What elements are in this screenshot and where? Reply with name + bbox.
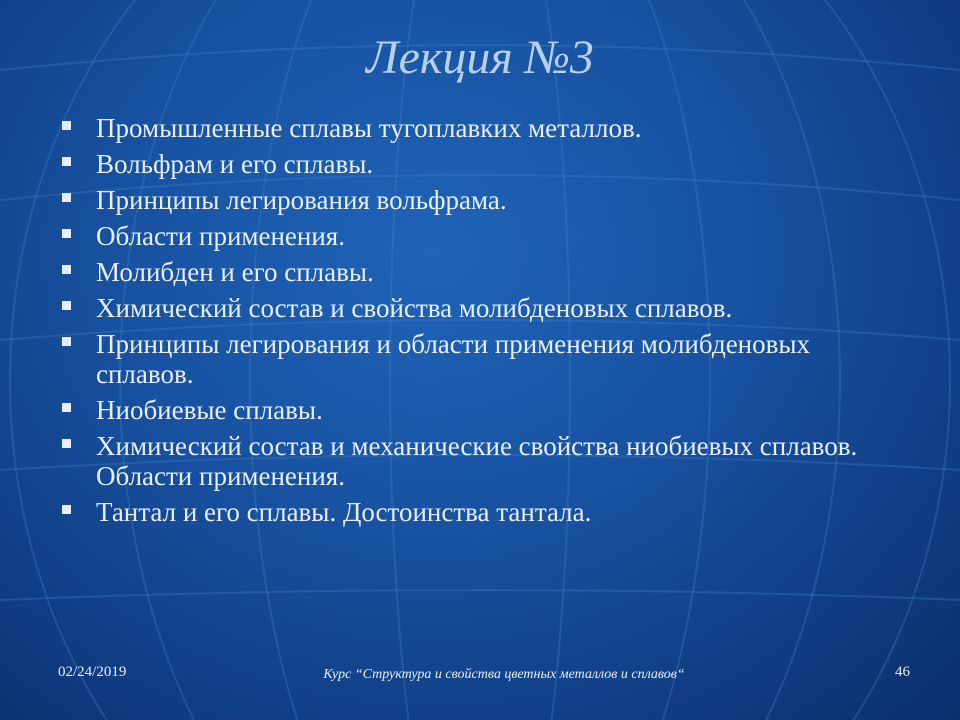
bullet-list [60, 113, 910, 533]
list-item-text: Тантал и его сплавы. Достоинства тантала. [96, 497, 592, 527]
slide-title: Лекция №3 [366, 31, 594, 84]
list-item [60, 185, 910, 215]
list-item [60, 257, 910, 287]
square-bullet-icon [62, 229, 71, 238]
square-bullet-icon [62, 121, 71, 130]
list-item [60, 293, 910, 323]
list-item-text: Ниобиевые сплавы. [96, 395, 323, 425]
list-item [60, 395, 910, 425]
list-item [60, 149, 910, 179]
list-item [60, 497, 910, 527]
list-item-text: Молибден и его сплавы. [96, 257, 374, 287]
square-bullet-icon [62, 157, 71, 166]
square-bullet-icon [62, 193, 71, 202]
list-item [60, 113, 910, 143]
list-item [60, 329, 910, 389]
square-bullet-icon [62, 265, 71, 274]
list-item-text: Химический состав и свойства молибденовых сплавов. [96, 293, 733, 323]
slide-number: 46 [895, 664, 910, 680]
list-item-text: Вольфрам и его сплавы. [96, 149, 374, 179]
list-item [60, 221, 910, 251]
footer-course-title: Курс “Структура и свойства цветных металлов и сплавов“ [323, 667, 685, 682]
list-item-text: Области применения. [96, 221, 345, 251]
list-item-text: Промышленные сплавы тугоплавких металлов. [96, 113, 642, 143]
footer-date: 02/24/2019 [58, 664, 127, 680]
square-bullet-icon [62, 301, 71, 310]
square-bullet-icon [62, 439, 71, 448]
list-item-text: Принципы легирования вольфрама. [96, 185, 507, 215]
square-bullet-icon [62, 505, 71, 514]
list-item [60, 431, 910, 491]
list-item-text: Химический состав и механические свойства ниобиевых сплавов. Области применения. [96, 431, 858, 491]
list-item-text: Принципы легирования и области применения молибденовых сплавов. [96, 329, 811, 389]
square-bullet-icon [62, 337, 71, 346]
square-bullet-icon [62, 403, 71, 412]
